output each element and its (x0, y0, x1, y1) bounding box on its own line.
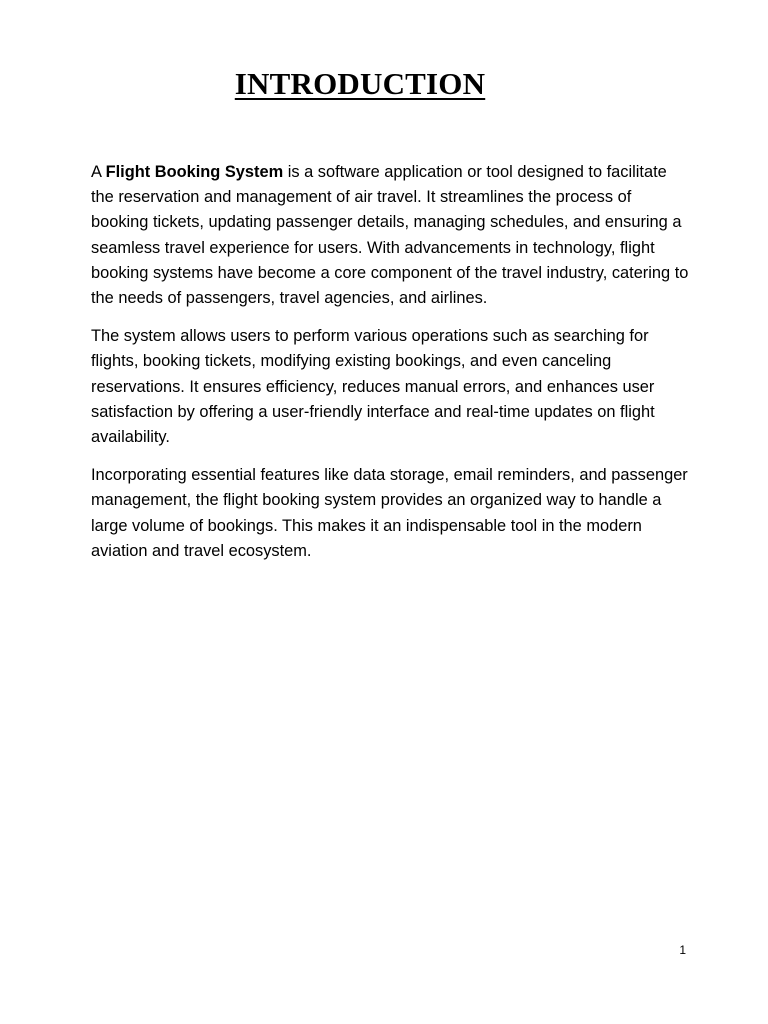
page-title (0, 64, 720, 104)
paragraph-1-rest: is a software application or tool designed to facilitate the reservation and management of air travel. It streamlines the process of booking tickets, updating passenger details, managing schedules, and ensuring a seamless travel experience for users. With advancements in technology, flight booking systems have become a core component of the travel industry, catering to the needs of passengers, travel agencies, and airlines. (91, 163, 689, 308)
body-text (91, 160, 691, 577)
paragraph-2: The system allows users to perform various operations such as searching for flights, booking tickets, modifying existing bookings, and even canceling reservations. It ensures efficiency, reduces manual errors, and enhances user satisfaction by offering a user-friendly interface and real-time updates on flight availability. (91, 327, 655, 447)
paragraph-1-bold-term: Flight Booking System (105, 163, 284, 181)
page-number: 1 (679, 943, 686, 957)
page-title-text: INTRODUCTION (234, 66, 486, 101)
paragraph-1-lead: A (91, 163, 106, 181)
paragraph-1 (91, 160, 691, 311)
paragraph-3: Incorporating essential features like data storage, email reminders, and passenger management, the flight booking system provides an organized way to handle a large volume of bookings. This makes it an indispensable tool in the modern aviation and travel ecosystem. (91, 466, 688, 560)
